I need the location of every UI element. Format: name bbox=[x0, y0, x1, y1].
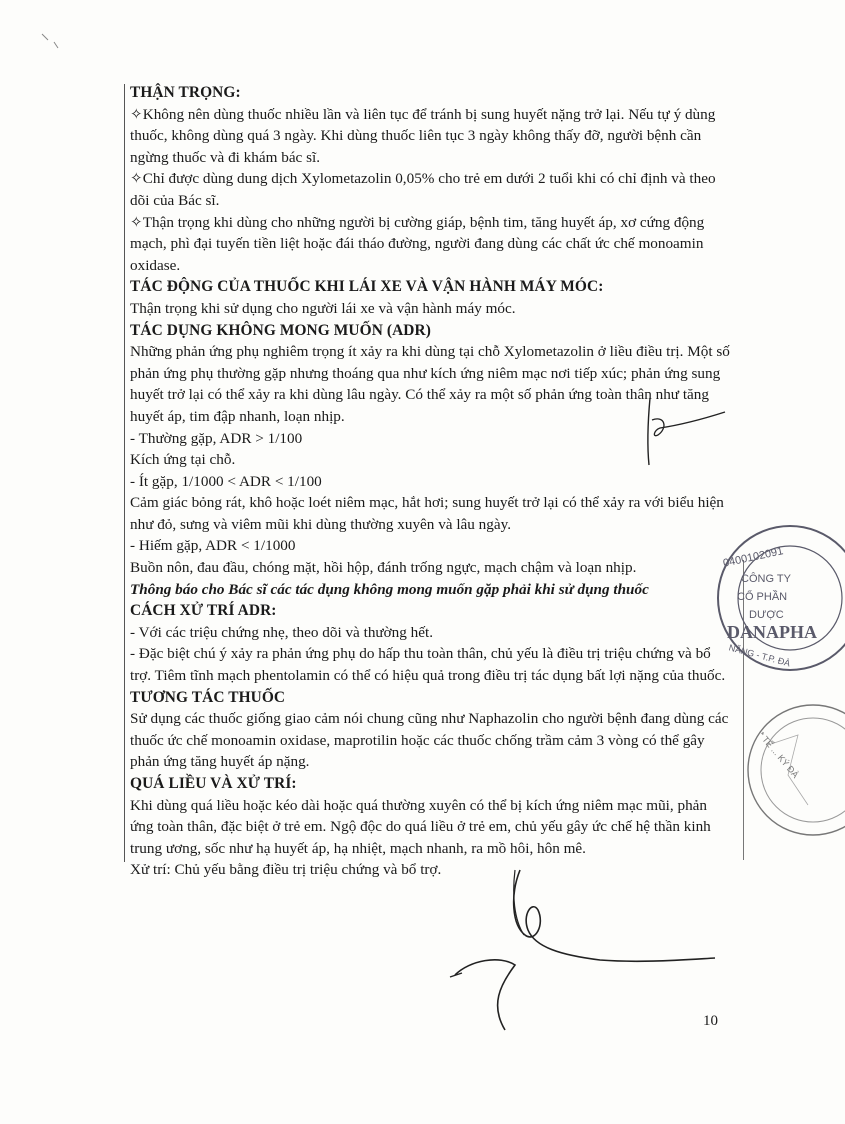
paragraph: Buồn nôn, đau đầu, chóng mặt, hồi hộp, đánh trống ngực, mạch chậm và loạn nhịp. bbox=[130, 559, 637, 577]
page-number: 10 bbox=[703, 1013, 718, 1029]
paragraph: ✧ Thận trọng khi dùng cho những người bị cường giáp, bệnh tim, tăng huyết áp, xơ cứng động mạch, phì đại tuyến tiền liệt hoặc đái tháo đường, người đang dùng các chất ức chế monoamin oxidase. bbox=[130, 212, 730, 277]
secondary-stamp bbox=[738, 695, 818, 845]
section-heading: THẬN TRỌNG: bbox=[130, 84, 241, 101]
signature-mark-2 bbox=[440, 855, 720, 1035]
paragraph: Khi dùng quá liều hoặc kéo dài hoặc quá thường xuyên có thể bị kích ứng niêm mạc mũi, phản ứng toàn thân, đặc biệt ở trẻ em. Ngộ độc do quá liều ở trẻ em, chủ yếu gây ức chế hệ thần kinh trung ương, sốc như hạ huyết áp, hạ nhiệt, mạch nhanh, ra mồ hôi, hôn mê. bbox=[130, 796, 711, 857]
paragraph: Sử dụng các thuốc giống giao cảm nói chung cũng như Naphazolin cho người bệnh đang dùng các thuốc ức chế monoamin oxidase, maprotilin hoặc các thuốc chống trầm cảm 3 vòng có thể gây phản ứng tăng huyết áp nặng. bbox=[130, 710, 729, 771]
section-heading: TÁC DỤNG KHÔNG MONG MUỐN (ADR) bbox=[130, 321, 431, 339]
company-stamp bbox=[705, 520, 845, 680]
paragraph: ✧ Chỉ được dùng dung dịch Xylometazolin 0,05% cho trẻ em dưới 2 tuổi khi có chỉ định và theo dõi của Bác sĩ. bbox=[130, 168, 730, 211]
paragraph: - Thường gặp, ADR > 1/100 bbox=[130, 429, 303, 447]
paragraph: - Hiếm gặp, ADR < 1/1000 bbox=[130, 537, 296, 555]
paragraph: Xử trí: Chủ yếu bằng điều trị triệu chứng và bổ trợ. bbox=[130, 861, 442, 879]
paragraph: - Với các triệu chứng nhẹ, theo dõi và thường hết. bbox=[130, 623, 434, 641]
margin-line bbox=[124, 84, 125, 862]
section-heading: TÁC ĐỘNG CỦA THUỐC KHI LÁI XE VÀ VẬN HÀNH MÁY MÓC: bbox=[130, 278, 604, 296]
stamp-line3: DƯỢC bbox=[749, 609, 784, 621]
paragraph: - Ít gặp, 1/1000 < ADR < 1/100 bbox=[130, 472, 322, 490]
document-body bbox=[130, 82, 730, 881]
signature-mark-1 bbox=[630, 390, 730, 470]
paragraph: Cảm giác bỏng rát, khô hoặc loét niêm mạc, hắt hơi; sung huyết trở lại có thể xảy ra với biểu hiện như đỏ, sưng và viêm mũi khi dùng thường xuyên và lâu ngày. bbox=[130, 494, 724, 533]
notice-text: Thông báo cho Bác sĩ các tác dụng không mong muốn gặp phải khi sử dụng thuốc bbox=[130, 580, 649, 598]
paragraph: - Đặc biệt chú ý xảy ra phản ứng phụ do hấp thu toàn thân, chủ yếu là điều trị triệu chứng và bổ trợ. Tiêm tĩnh mạch phentolamin có thể có hiệu quả trong điều trị tác dụng bất lợi nặng của thuốc. bbox=[130, 645, 726, 685]
stamp2-text: * TẾ ... KÝ ĐÀ bbox=[756, 729, 801, 780]
stamp-brand: DANAPHA bbox=[727, 622, 817, 642]
paragraph: Kích ứng tại chỗ. bbox=[130, 451, 236, 469]
stamp-line2: CỔ PHẦN bbox=[737, 591, 788, 603]
section-heading: QUÁ LIỀU VÀ XỬ TRÍ: bbox=[130, 775, 297, 792]
stamp-number: 0400102091 bbox=[722, 545, 785, 570]
section-heading: TƯƠNG TÁC THUỐC bbox=[130, 688, 286, 706]
stamp-line1: CÔNG TY bbox=[741, 573, 791, 585]
section-heading: CÁCH XỬ TRÍ ADR: bbox=[130, 602, 277, 620]
corner-mark bbox=[40, 30, 70, 60]
paragraph: Thận trọng khi sử dụng cho người lái xe và vận hành máy móc. bbox=[130, 299, 516, 317]
paragraph: ✧ Không nên dùng thuốc nhiều lần và liên tục để tránh bị sung huyết nặng trở lại. Nếu tự ý dùng thuốc, không dùng quá 3 ngày. Khi dùng thuốc liên tục 3 ngày không thấy đỡ, người bệnh cần ngừng thuốc và đi khám bác sĩ. bbox=[130, 104, 730, 169]
stamp-ring-text: NĂNG - T.P. ĐÀ bbox=[727, 642, 792, 669]
paragraph: Những phản ứng phụ nghiêm trọng ít xảy ra khi dùng tại chỗ Xylometazolin ở liều điều trị. Một số phản ứng phụ thường gặp nhưng thoáng qua như kích ứng niêm mạc nơi tiếp xúc; phản ứng sung huyết trở lại có thể xảy ra khi dùng lâu ngày. Có thể xảy ra một số phản ứng toàn thân như tăng huyết áp, tim đập nhanh, loạn nhịp. bbox=[130, 343, 730, 425]
